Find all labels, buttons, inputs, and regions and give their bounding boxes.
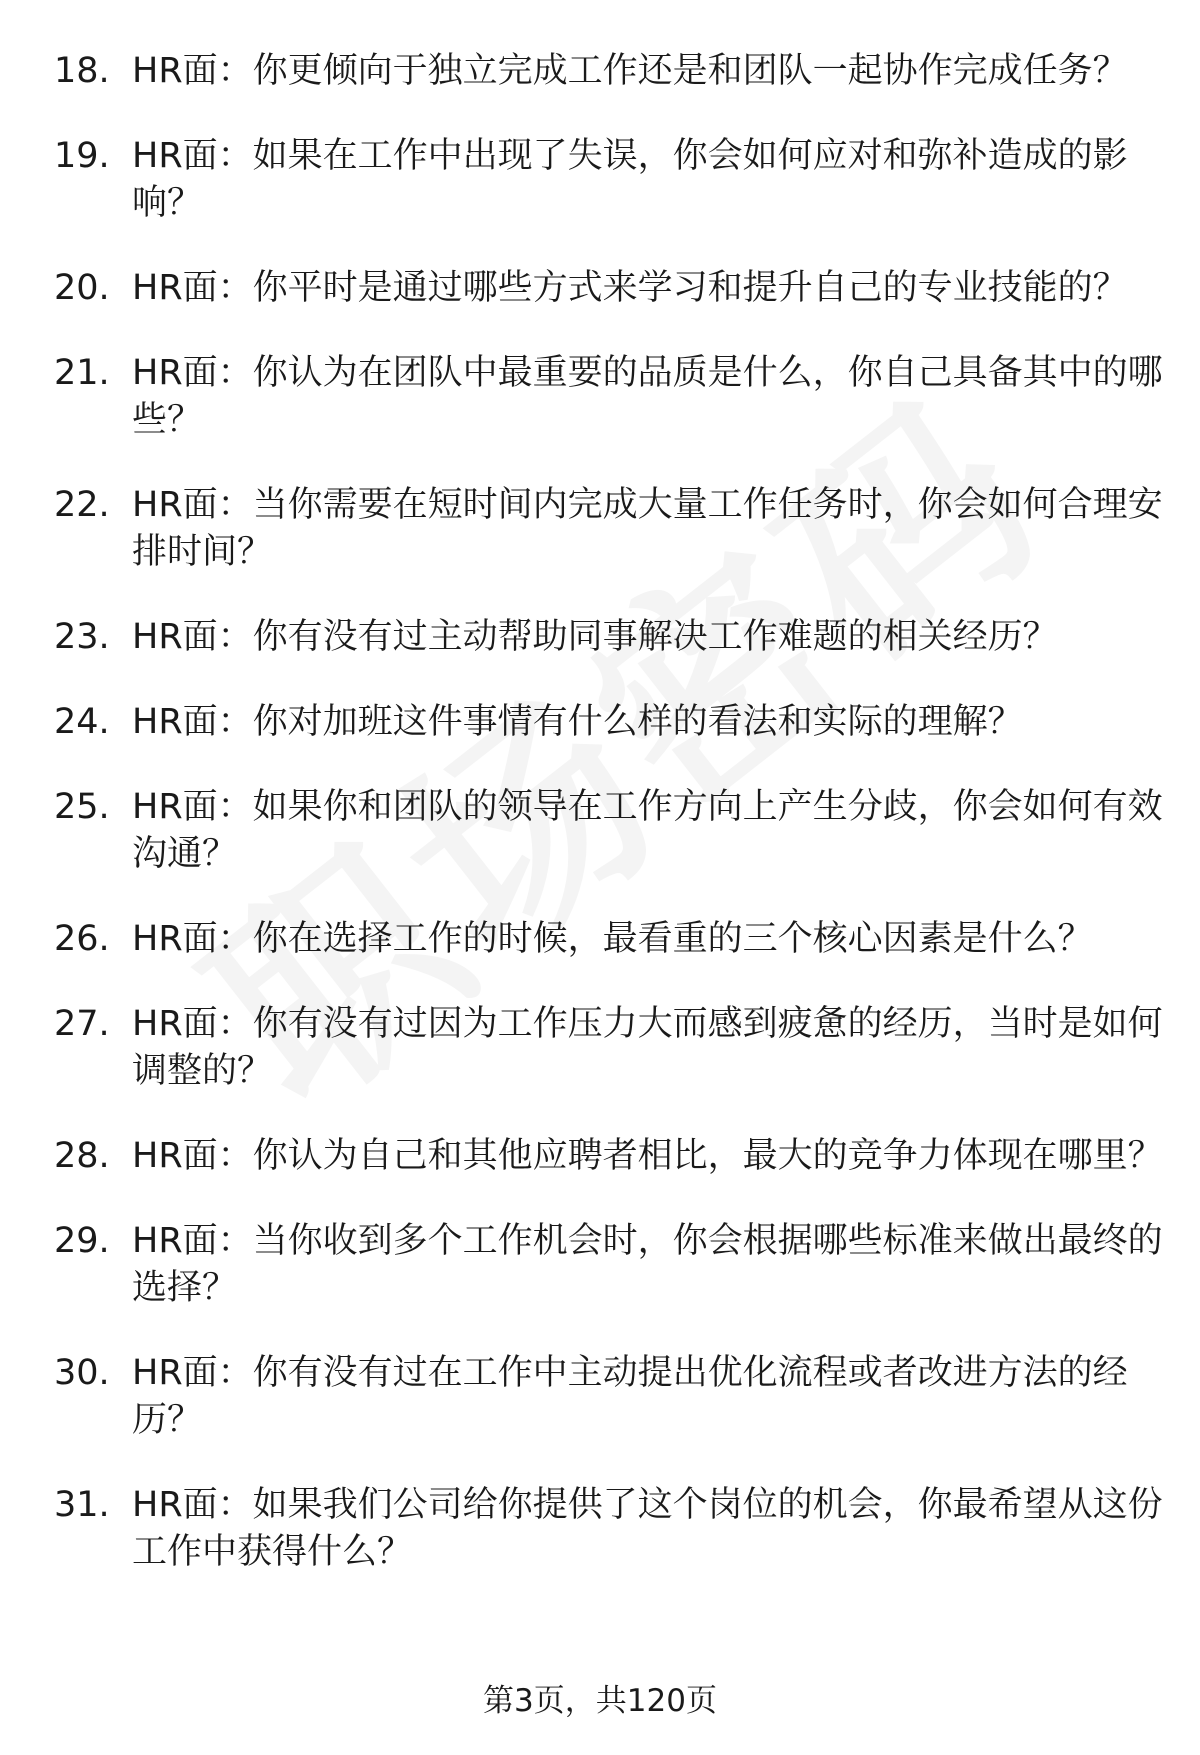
question-list: [54, 48, 1164, 1614]
list-item: [54, 1001, 1164, 1095]
list-item: [54, 916, 1164, 963]
list-item: [54, 1482, 1164, 1576]
question-text: HR面：当你需要在短时间内完成大量工作任务时，你会如何合理安排时间？: [132, 485, 1163, 572]
list-item: [54, 133, 1164, 227]
list-item: [54, 350, 1164, 444]
list-item: [54, 614, 1164, 661]
list-item: [54, 1133, 1164, 1180]
question-number: 28.: [54, 1136, 110, 1176]
question-number: 26.: [54, 919, 110, 959]
question-number: 21.: [54, 353, 110, 393]
question-text: HR面：你认为自己和其他应聘者相比，最大的竞争力体现在哪里？: [132, 1136, 1163, 1176]
page-footer: 第3页，共120页: [483, 1683, 717, 1719]
question-text: HR面：当你收到多个工作机会时，你会根据哪些标准来做出最终的选择？: [132, 1221, 1163, 1308]
question-text: HR面：如果你和团队的领导在工作方向上产生分歧，你会如何有效沟通？: [132, 787, 1163, 874]
question-number: 23.: [54, 617, 110, 657]
list-item: [54, 1218, 1164, 1312]
question-number: 22.: [54, 485, 110, 525]
list-item: [54, 48, 1164, 95]
question-number: 19.: [54, 136, 110, 176]
question-number: 31.: [54, 1485, 110, 1525]
question-text: HR面：你更倾向于独立完成工作还是和团队一起协作完成任务？: [132, 51, 1128, 91]
question-text: HR面：你有没有过主动帮助同事解决工作难题的相关经历？: [132, 617, 1058, 657]
list-item: [54, 784, 1164, 878]
question-text: HR面：你有没有过在工作中主动提出优化流程或者改进方法的经历？: [132, 1353, 1128, 1440]
list-item: [54, 265, 1164, 312]
list-item: [54, 1350, 1164, 1444]
question-number: 27.: [54, 1004, 110, 1044]
question-text: HR面：你平时是通过哪些方式来学习和提升自己的专业技能的？: [132, 268, 1128, 308]
question-number: 20.: [54, 268, 110, 308]
question-text: HR面：你对加班这件事情有什么样的看法和实际的理解？: [132, 702, 1023, 742]
question-number: 18.: [54, 51, 110, 91]
question-text: HR面：如果我们公司给你提供了这个岗位的机会，你最希望从这份工作中获得什么？: [132, 1485, 1163, 1572]
question-number: 24.: [54, 702, 110, 742]
list-item: [54, 699, 1164, 746]
question-text: HR面：你在选择工作的时候，最看重的三个核心因素是什么？: [132, 919, 1093, 959]
question-number: 29.: [54, 1221, 110, 1261]
question-text: HR面：如果在工作中出现了失误，你会如何应对和弥补造成的影响？: [132, 136, 1128, 223]
question-text: HR面：你有没有过因为工作压力大而感到疲惫的经历，当时是如何调整的？: [132, 1004, 1163, 1091]
list-item: [54, 482, 1164, 576]
question-number: 30.: [54, 1353, 110, 1393]
question-text: HR面：你认为在团队中最重要的品质是什么，你自己具备其中的哪些？: [132, 353, 1163, 440]
question-number: 25.: [54, 787, 110, 827]
